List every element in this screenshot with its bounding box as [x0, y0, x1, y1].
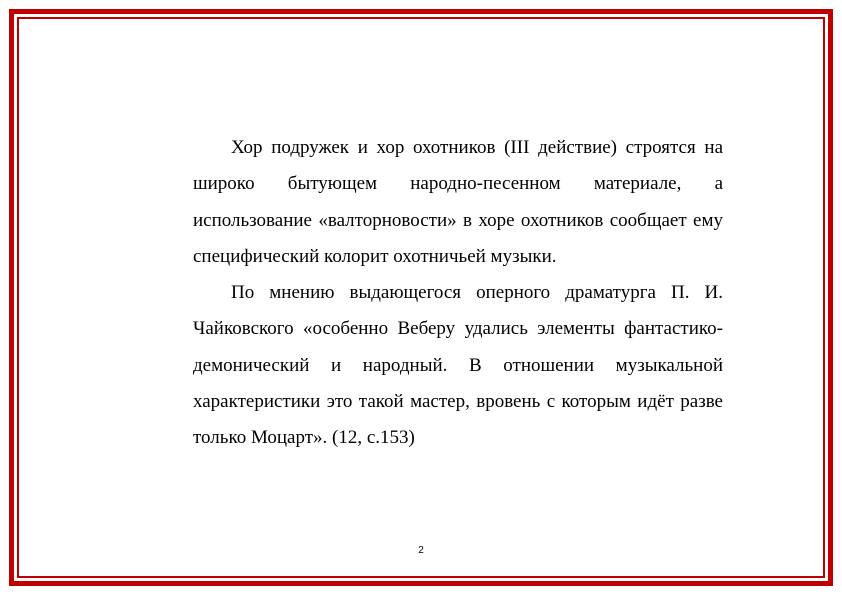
body-text: [193, 130, 723, 457]
paragraph-1: Хор подружек и хор охотников (III действие) строятся на широко бытующем народно-песенном материале, а использование «валторновости» в хоре охотников сообщает ему специфический колорит охотничьей музыки.: [193, 137, 723, 267]
page-number: 2: [418, 545, 424, 556]
paragraph-2: По мнению выдающегося оперного драматурга П. И. Чайковского «особенно Веберу удались элементы фантастико-демонический и народный. В отношении музыкальной характеристики это такой мастер, вровень с которым идёт разве только Моцарт». (12, с.153): [193, 282, 723, 449]
